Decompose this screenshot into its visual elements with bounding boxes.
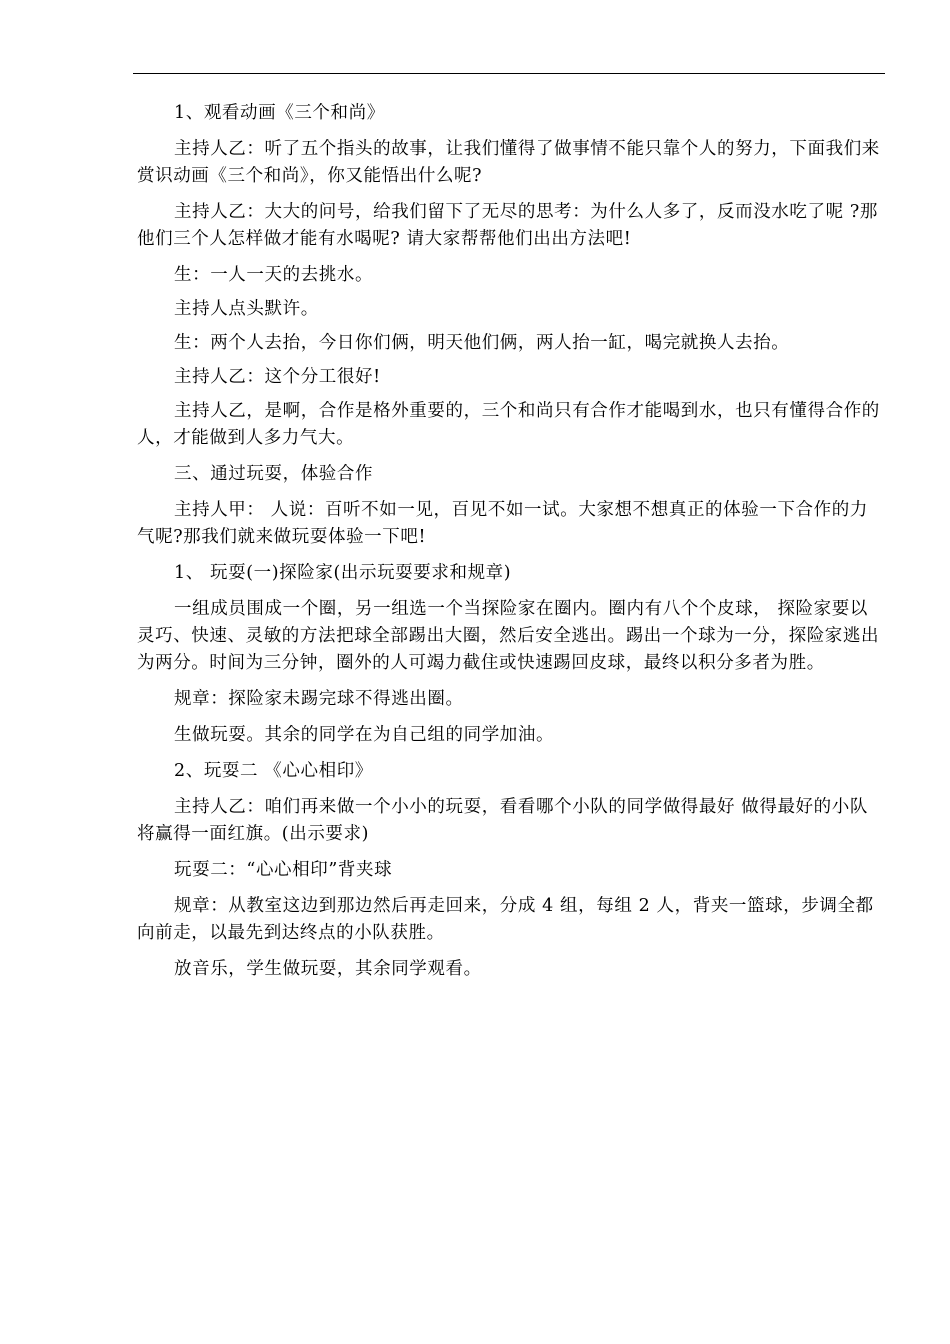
section-heading: 2、玩耍二 《心心相印》 [174,761,373,781]
paragraph: 主持人乙：咱们再来做一个小小的玩耍，看看哪个小队的同学做得最好 做得最好的小队将赢得一面红旗。(出示要求) [137,797,868,844]
paragraph: 主持人点头默许。 [174,299,319,319]
paragraph: 规章：从教室这边到那边然后再走回来，分成 4 组，每组 2 人，背夹一篮球，步调全都向前走，以最先到达终点的小队获胜。 [137,896,874,943]
section-heading: 1、 玩耍(一)探险家(出示玩耍要求和规章) [174,563,512,583]
section-heading: 三、通过玩耍，体验合作 [174,464,374,484]
paragraph: 生：两个人去抬，今日你们俩，明天他们俩，两人抬一缸，喝完就换人去抬。 [174,333,790,353]
header-rule [133,73,885,74]
paragraph: 一组成员围成一个圈，另一组选一个当探险家在圈内。圈内有八个个皮球， 探险家要以灵巧、快速、灵敏的方法把球全部踢出大圈，然后安全逃出。踢出一个球为一分，探险家逃出为两分。时间为三分钟，圈外的人可竭力截住或快速踢回皮球，最终以积分多者为胜。 [137,599,880,673]
paragraph: 主持人甲： 人说：百听不如一见，百见不如一试。大家想不想真正的体验一下合作的力气呢?那我们就来做玩耍体验一下吧! [137,500,868,547]
paragraph: 生做玩耍。其余的同学在为自己组的同学加油。 [174,725,555,745]
paragraph: 玩耍二：“心心相印”背夹球 [174,860,393,880]
paragraph: 主持人乙：听了五个指头的故事，让我们懂得了做事情不能只靠个人的努力，下面我们来赏识动画《三个和尚》，你又能悟出什么呢? [137,139,880,186]
paragraph: 主持人乙，是啊，合作是格外重要的，三个和尚只有合作才能喝到水，也只有懂得合作的人，才能做到人多力气大。 [137,401,880,448]
paragraph: 主持人乙：这个分工很好! [174,367,381,387]
paragraph: 放音乐，学生做玩耍，其余同学观看。 [174,959,482,979]
paragraph: 生：一人一天的去挑水。 [174,265,374,285]
paragraph: 主持人乙：大大的问号，给我们留下了无尽的思考：为什么人多了，反而没水吃了呢 ?那他们三个人怎样做才能有水喝呢? 请大家帮帮他们出出方法吧! [137,202,878,249]
paragraph: 规章：探险家未踢完球不得逃出圈。 [174,689,464,709]
document-body [137,100,883,992]
section-heading: 1、观看动画《三个和尚》 [174,103,385,123]
